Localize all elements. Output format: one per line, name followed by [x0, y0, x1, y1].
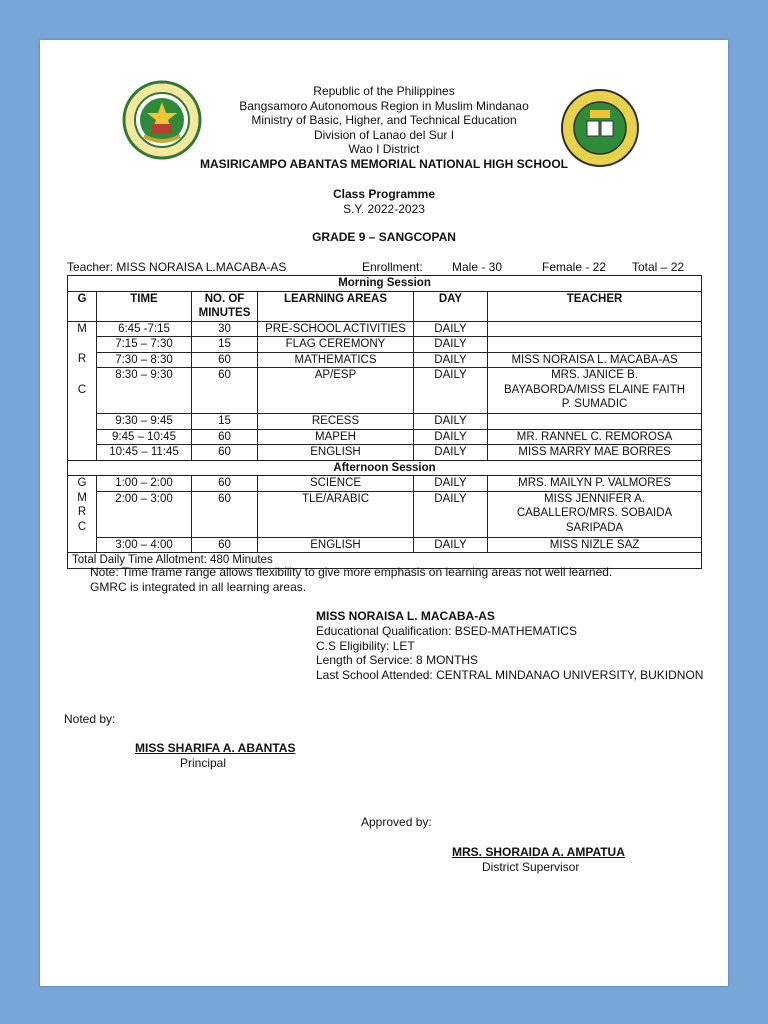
teacher-cell: MRS. JANICE B. BAYABORDA/MISS ELAINE FAITH P. SUMADIC	[488, 368, 702, 414]
school-year: S.Y. 2022-2023	[343, 201, 425, 216]
day-cell: DAILY	[414, 445, 488, 461]
area-cell: FLAG CEREMONY	[258, 337, 414, 353]
table-row	[68, 476, 702, 492]
area-cell: MAPEH	[258, 429, 414, 445]
gmrc-letter: R	[77, 353, 87, 365]
teacher-last-school: Last School Attended: CENTRAL MINDANAO UNIVERSITY, BUKIDNON	[316, 668, 704, 682]
table-row	[68, 429, 702, 445]
day-cell: DAILY	[414, 414, 488, 430]
gmrc-letter: C	[77, 520, 87, 533]
time-cell: 8:30 – 9:30	[97, 368, 192, 414]
teacher-cell	[488, 414, 702, 430]
minutes-cell: 60	[192, 537, 258, 553]
table-row	[68, 445, 702, 461]
approved-by-label: Approved by:	[361, 815, 432, 829]
table-row	[68, 321, 702, 337]
teacher-profile-name: MISS NORAISA L. MACABA-AS	[316, 609, 495, 623]
teacher-cell: MISS JENNIFER A. CABALLERO/MRS. SOBAIDA SARIPADA	[488, 491, 702, 537]
day-cell: DAILY	[414, 352, 488, 368]
day-cell: DAILY	[414, 337, 488, 353]
time-cell: 7:15 – 7:30	[97, 337, 192, 353]
header-learning-areas: LEARNING AREAS	[258, 291, 414, 321]
minutes-cell: 15	[192, 414, 258, 430]
teacher-cell	[488, 321, 702, 337]
teacher-qualification: Educational Qualification: BSED-MATHEMATICS	[316, 624, 577, 638]
supervisor-title: District Supervisor	[482, 860, 580, 874]
area-cell: PRE-SCHOOL ACTIVITIES	[258, 321, 414, 337]
class-schedule-table	[67, 275, 702, 569]
area-cell: SCIENCE	[258, 476, 414, 492]
school-name: MASIRICAMPO ABANTAS MEMORIAL NATIONAL HIGH SCHOOL	[200, 156, 568, 171]
table-row	[68, 368, 702, 414]
header-day: DAY	[414, 291, 488, 321]
minutes-cell: 60	[192, 368, 258, 414]
day-cell: DAILY	[414, 368, 488, 414]
header-line-1: Republic of the Philippines	[313, 84, 455, 98]
noted-by-label: Noted by:	[64, 712, 116, 726]
minutes-cell: 60	[192, 491, 258, 537]
day-cell: DAILY	[414, 429, 488, 445]
teacher-service: Length of Service: 8 MONTHS	[316, 653, 479, 667]
minutes-cell: 60	[192, 429, 258, 445]
principal-title: Principal	[180, 756, 227, 770]
teacher-cell: MISS NORAISA L. MACABA-AS	[488, 352, 702, 368]
male-count: Male - 30	[452, 260, 503, 274]
female-count: Female - 22	[542, 260, 607, 274]
teacher-cell	[488, 337, 702, 353]
day-cell: DAILY	[414, 491, 488, 537]
table-header-row	[68, 291, 702, 321]
time-cell: 3:00 – 4:00	[97, 537, 192, 553]
minutes-cell: 60	[192, 445, 258, 461]
time-cell: 2:00 – 3:00	[97, 491, 192, 537]
morning-session-row	[68, 276, 702, 292]
supervisor-name: MRS. SHORAIDA A. AMPATUA	[452, 845, 625, 859]
teacher-eligibility: C.S Eligibility: LET	[316, 639, 415, 653]
minutes-cell: 15	[192, 337, 258, 353]
area-cell: ENGLISH	[258, 445, 414, 461]
document-title-block	[40, 187, 728, 216]
letterhead	[40, 84, 728, 171]
note-flexibility: Note: Time frame range allows flexibility to give more emphasis on learning areas not well learned.	[90, 565, 613, 579]
area-cell: TLE/ARABIC	[258, 491, 414, 537]
header-line-2: Bangsamoro Autonomous Region in Muslim Mindanao	[239, 98, 529, 113]
table-row	[68, 537, 702, 553]
time-cell: 9:45 – 10:45	[97, 429, 192, 445]
header-gmrc: G	[68, 291, 97, 321]
time-cell: 1:00 – 2:00	[97, 476, 192, 492]
area-cell: AP/ESP	[258, 368, 414, 414]
header-line-4: Division of Lanao del Sur I	[313, 127, 455, 142]
minutes-cell: 30	[192, 321, 258, 337]
gmrc-letter: M	[77, 322, 87, 335]
area-cell: ENGLISH	[258, 537, 414, 553]
minutes-cell: 60	[192, 476, 258, 492]
gmrc-letter: G	[77, 477, 87, 489]
time-cell: 10:45 – 11:45	[97, 445, 192, 461]
day-cell: DAILY	[414, 537, 488, 553]
gmrc-morning-cell	[68, 321, 97, 460]
header-minutes: NO. OF MINUTES	[192, 291, 258, 321]
teacher-cell: MISS NIZLE SAZ	[488, 537, 702, 553]
teacher-cell: MISS MARRY MAE BORRES	[488, 445, 702, 461]
total-allotment: Total Daily Time Allotment: 480 Minutes	[68, 553, 702, 569]
time-cell: 9:30 – 9:45	[97, 414, 192, 430]
teacher-cell: MRS. MAILYN P. VALMORES	[488, 476, 702, 492]
table-row	[68, 337, 702, 353]
document-title: Class Programme	[332, 187, 436, 201]
gmrc-letter: R	[77, 506, 87, 518]
afternoon-session-row	[68, 460, 702, 476]
day-cell: DAILY	[414, 476, 488, 492]
document-page	[40, 40, 728, 986]
grade-section: GRADE 9 – SANGCOPAN	[312, 230, 456, 244]
minutes-cell: 60	[192, 352, 258, 368]
morning-session-label: Morning Session	[68, 276, 702, 292]
area-cell: RECESS	[258, 414, 414, 430]
gmrc-afternoon-cell	[68, 476, 97, 553]
header-time: TIME	[97, 291, 192, 321]
teacher-cell: MR. RANNEL C. REMOROSA	[488, 429, 702, 445]
afternoon-session-label: Afternoon Session	[68, 460, 702, 476]
time-cell: 7:30 – 8:30	[97, 352, 192, 368]
enrollment-label: Enrollment:	[362, 260, 423, 274]
note-gmrc: GMRC is integrated in all learning areas.	[90, 580, 307, 594]
table-row	[68, 414, 702, 430]
gmrc-letter: C	[77, 383, 87, 396]
area-cell: MATHEMATICS	[258, 352, 414, 368]
principal-name: MISS SHARIFA A. ABANTAS	[135, 741, 296, 755]
gmrc-letter: M	[77, 491, 87, 504]
time-cell: 6:45 -7:15	[97, 321, 192, 337]
teacher-label: Teacher: MISS NORAISA L.MACABA-AS	[67, 260, 287, 274]
header-line-5: Wao I District	[348, 142, 420, 156]
header-teacher: TEACHER	[488, 291, 702, 321]
total-count: Total – 22	[632, 260, 685, 274]
day-cell: DAILY	[414, 321, 488, 337]
table-row	[68, 491, 702, 537]
header-line-3: Ministry of Basic, Higher, and Technical Education	[251, 113, 517, 127]
table-row	[68, 352, 702, 368]
